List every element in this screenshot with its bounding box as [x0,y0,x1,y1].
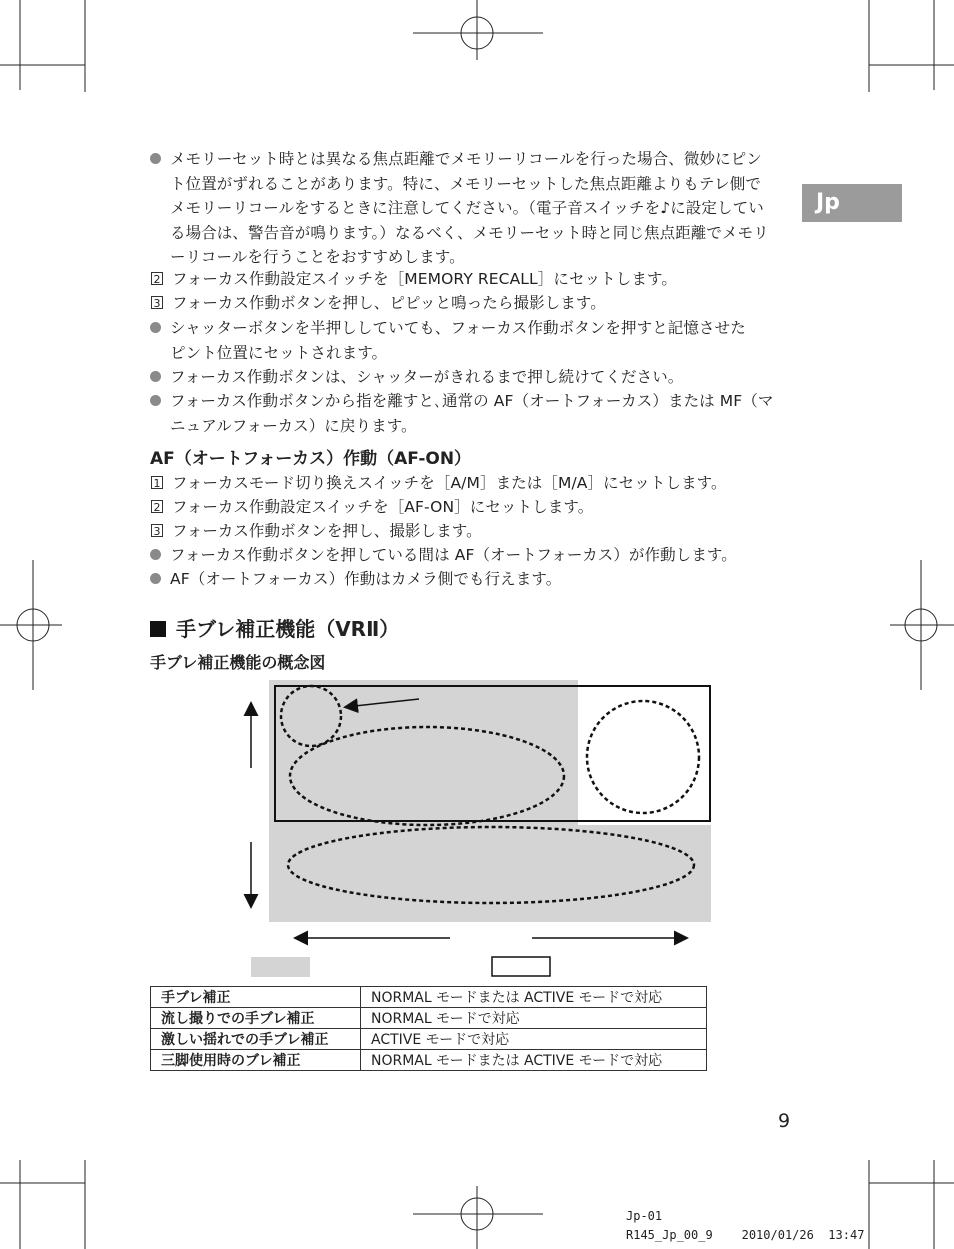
table-cell-label: 三脚使用時のブレ補正 [151,1050,361,1071]
table-row [151,987,707,1008]
step-3-memory-recall: 3 フォーカス作動ボタンを押し、ピピッと鳴ったら撮影します。 [172,291,606,316]
step-2-memory-recall: 2 フォーカス作動設定スイッチを［MEMORY RECALL］にセットします。 [172,267,677,292]
legend-frame-swatch [492,957,550,976]
table-row [151,1029,707,1050]
table-cell-value: NORMAL モードまたは ACTIVE モードで対応 [361,1050,707,1071]
right-dotted-circle [587,701,699,813]
gray-area-lower [269,825,711,922]
af-step-3: 3 フォーカス作動ボタンを押し、撮影します。 [172,519,482,544]
table-row [151,1008,707,1029]
table-cell-value: NORMAL モードで対応 [361,1008,707,1029]
footer-file-info: R145_Jp_00_9 2010/01/26 13:47 [626,1228,865,1242]
step-number: 1 [151,476,163,489]
footer-code: Jp-01 [626,1209,663,1223]
bullet-memory-recall-warning: メモリーセット時とは異なる焦点距離でメモリーリコールを行った場合、微妙にピン ト位置がずれることがあります。特に、メモリーセットした焦点距離よりもテレ側で メモリーリコールをするときに注意してください。（電子音スイッチを♪に設定してい る場合は、警告音が鳴ります。）なるべく、メモリーセット時と同じ焦点距離でメモリ ーリコールを行うことをおすすめします。 [170,147,769,270]
table-cell-label: 流し撮りでの手ブレ補正 [151,1008,361,1029]
bullet-hold-button: フォーカス作動ボタンは、シャッターがきれるまで押し続けてください。 [170,365,683,390]
af-on-heading: AF（オートフォーカス）作動（AF-ON） [150,449,472,469]
af-bullet-2: AF（オートフォーカス）作動はカメラ側でも行えます。 [170,567,561,592]
language-tab: Jp [802,184,902,222]
table-cell-label: 激しい揺れでの手ブレ補正 [151,1029,361,1050]
bullet-release-button: フォーカス作動ボタンから指を離すと､通常の AF（オートフォーカス）または MF（マ ニュアルフォーカス）に戻ります。 [170,389,773,438]
af-bullet-1: フォーカス作動ボタンを押している間は AF（オートフォーカス）が作動します。 [170,543,737,568]
page-number: 9 [778,1110,791,1132]
step-number: 2 [151,272,163,285]
table-row [151,1050,707,1071]
table-cell-value: NORMAL モードまたは ACTIVE モードで対応 [361,987,707,1008]
step-number: 2 [151,500,163,513]
table-cell-label: 手ブレ補正 [151,987,361,1008]
step-number: 3 [151,524,163,537]
vr-diagram-title: 手ブレ補正機能の概念図 [150,653,326,672]
table-cell-value: ACTIVE モードで対応 [361,1029,707,1050]
step-number: 3 [151,296,163,309]
bullet-half-press: シャッターボタンを半押ししていても、フォーカス作動ボタンを押すと記憶させた ピント位置にセットされます。 [170,316,746,365]
af-step-1: 1 フォーカスモード切り換えスイッチを［A/M］または［M/A］にセットします。 [172,471,727,496]
vr-mode-table [150,986,707,1071]
vr-heading: 手ブレ補正機能（VRⅡ） [150,613,399,642]
af-step-2: 2 フォーカス作動設定スイッチを［AF-ON］にセットします。 [172,495,593,520]
legend-gray-swatch [251,957,310,977]
